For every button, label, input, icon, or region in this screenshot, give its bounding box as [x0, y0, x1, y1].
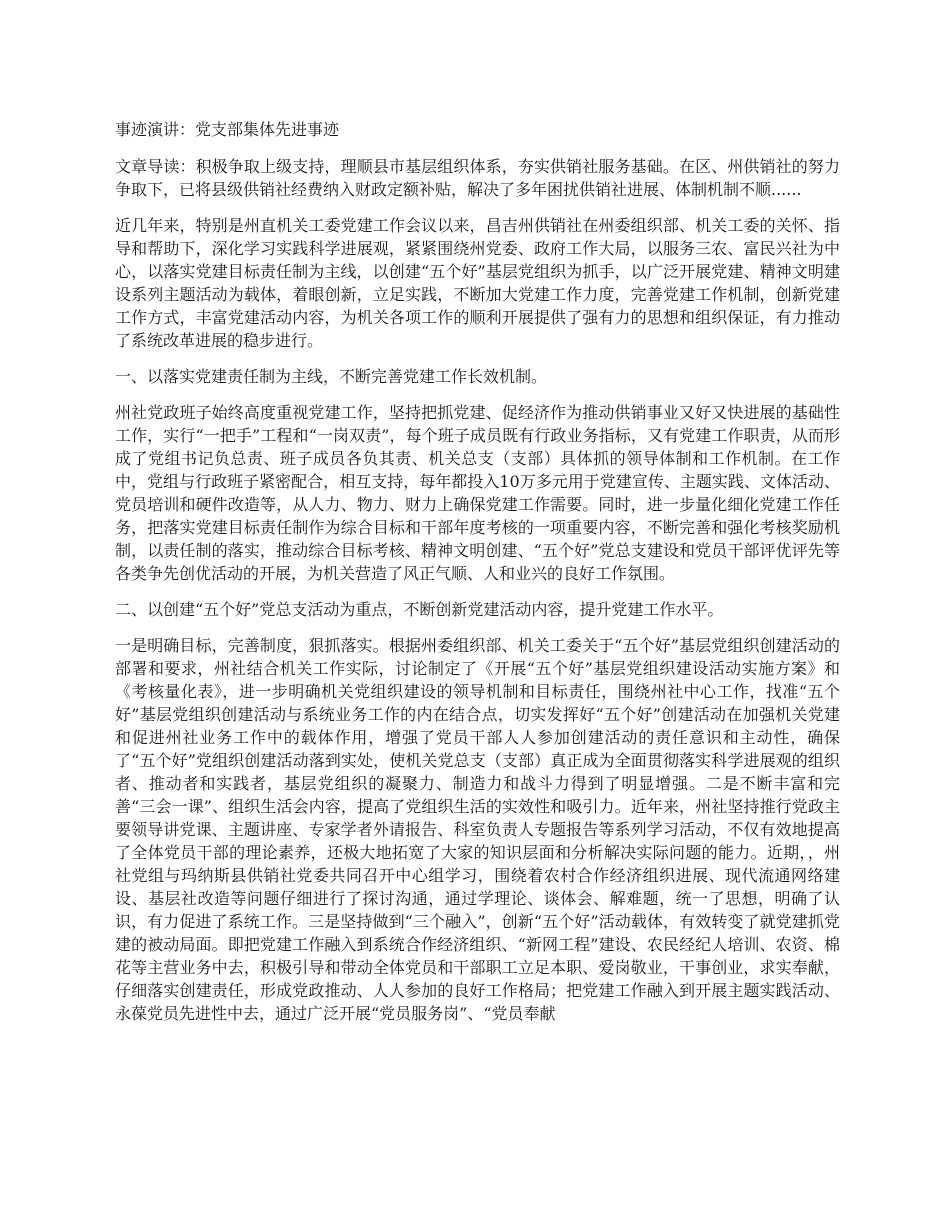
document-body	[115, 118, 840, 1038]
document-title: 事迹演讲：党支部集体先进事迹	[115, 120, 340, 139]
body-paragraph-1: 近几年来，特别是州直机关工委党建工作会议以来，昌吉州供销社在州委组织部、机关工委的关怀、指导和帮助下，深化学习实践科学进展观，紧紧围绕州党委、政府工作大局，以服务三农、富民兴社为中心，以落实党建目标责任制为主线，以创建“五个好”基层党组织为抓手，以广泛开展党建、精神文明建设系列主题活动为载体，着眼创新，立足实践，不断加大党建工作力度，完善党建工作机制，创新党建工作方式，丰富党建活动内容，为机关各项工作的顺利开展提供了强有力的思想和组织保证，有力推动了系统改革进展的稳步进行。	[115, 216, 840, 350]
section-heading-1: 一、以落实党建责任制为主线，不断完善党建工作长效机制。	[115, 367, 548, 386]
body-paragraph-3: 一是明确目标，完善制度，狠抓落实。根据州委组织部、机关工委关于“五个好”基层党组织创建活动的部署和要求，州社结合机关工作实际，讨论制定了《开展“五个好”基层党组织建设活动实施方案》和《考核量化表》，进一步明确机关党组织建设的领导机制和目标责任，围绕州社中心工作，找准“五个好”基层党组织创建活动与系统业务工作的内在结合点，切实发挥好“五个好”创建活动在加强机关党建和促进州社业务工作中的载体作用，增强了党员干部人人参加创建活动的责任意识和主动性，确保了“五个好”党组织创建活动落到实处，使机关党总支（支部）真正成为全面贯彻落实科学进展观的组织者、推动者和实践者，基层党组织的凝聚力、制造力和战斗力得到了明显增强。二是不断丰富和完善“三会一课”、组织生活会内容，提高了党组织生活的实效性和吸引力。近年来，州社坚持推行党政主要领导讲党课、主题讲座、专家学者外请报告、科室负责人专题报告等系列学习活动，不仅有效地提高了全体党员干部的理论素养，还极大地拓宽了大家的知识层面和分析解决实际问题的能力。近期，，州社党组与玛纳斯县供销社党委共同召开中心组学习，围绕着农村合作经济组织进展、现代流通网络建设、基层社改造等问题仔细进行了探讨沟通，通过学理论、谈体会、解难题，统一了思想，明确了认识，有力促进了系统工作。三是坚持做到“三个融入”，创新“五个好”活动载体，有效转变了就党建抓党建的被动局面。即把党建工作融入到系统合作经济组织、“新网工程”建设、农民经纪人培训、农资、棉花等主营业务中去，积极引导和带动全体党员和干部职工立足本职、爱岗敬业，干事创业，求实奉献，仔细落实创建责任，形成党政推动、人人参加的良好工作格局；把党建工作融入到开展主题实践活动、永葆党员先进性中去，通过广泛开展“党员服务岗”、“党员奉献	[115, 636, 840, 1023]
body-paragraph-2: 州社党政班子始终高度重视党建工作，坚持把抓党建、促经济作为推动供销事业又好又快进展的基础性工作，实行“一把手”工程和“一岗双责”，每个班子成员既有行政业务指标，又有党建工作职责，从而形成了党组书记负总责、班子成员各负其责、机关总支（支部）具体抓的领导体制和工作机制。在工作中，党组与行政班子紧密配合，相互支持，每年都投入10万多元用于党建宣传、主题实践、文体活动、党员培训和硬件改造等，从人力、物力、财力上确保党建工作需要。同时，进一步量化细化党建工作任务，把落实党建目标责任制作为综合目标和干部年度考核的一项重要内容，不断完善和强化考核奖励机制，以责任制的落实，推动综合目标考核、精神文明创建、“五个好”党总支建设和党员干部评优评先等各类争先创优活动的开展，为机关营造了风正气顺、人和业兴的良好工作氛围。	[115, 403, 840, 583]
intro-paragraph: 文章导读：积极争取上级支持，理顺县市基层组织体系，夯实供销社服务基础。在区、州供销社的努力争取下，已将县级供销社经费纳入财政定额补贴，解决了多年困扰供销社进展、体制机制不顺......	[115, 157, 840, 199]
section-heading-2: 二、以创建“五个好”党总支活动为重点，不断创新党建活动内容，提升党建工作水平。	[115, 600, 724, 619]
